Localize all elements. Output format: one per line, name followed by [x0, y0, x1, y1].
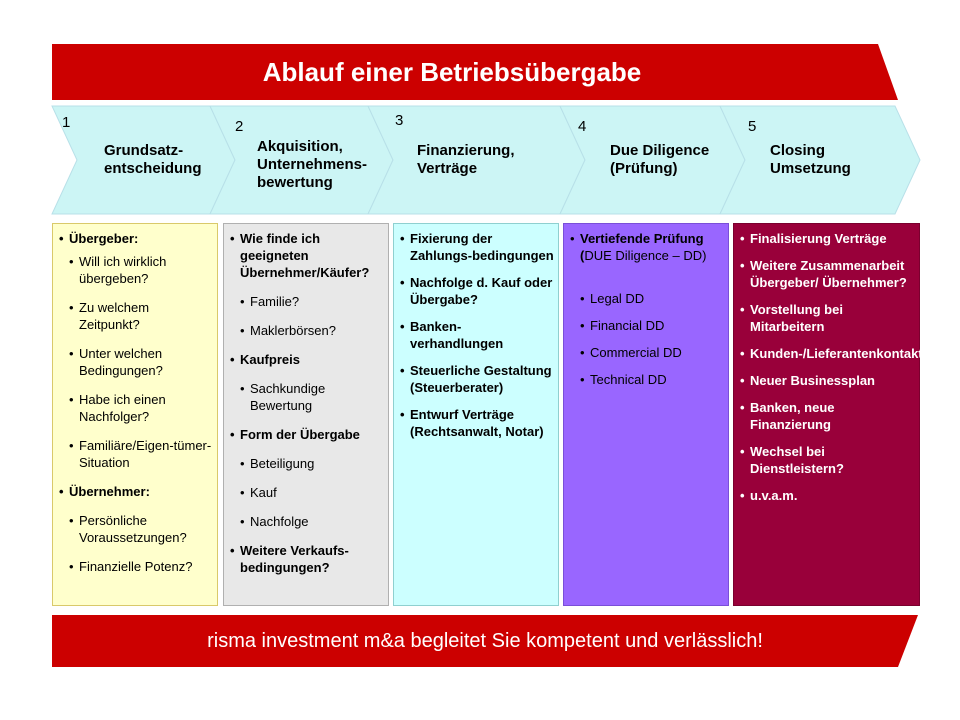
list-item: • Familie? [240, 293, 384, 310]
list-item: • Nachfolge d. Kauf oder Übergabe? [400, 274, 554, 308]
column-grundsatzentscheidung [52, 223, 218, 606]
column-due-diligence [563, 223, 729, 606]
step-label-4: Due Diligence (Prüfung) [610, 142, 710, 177]
list-item: • Technical DD [580, 371, 724, 388]
list-item: • Legal DD [580, 290, 724, 307]
list-item: • Vorstellung bei Mitarbeitern [740, 301, 915, 335]
list-item: • Kunden-/Lieferantenkontakte [740, 345, 915, 362]
list-item: • Weitere Zusammenarbeit Übergeber/ Übernehmer? [740, 257, 915, 291]
step-label-1: Grundsatz- entscheidung [104, 142, 202, 177]
list-item: • Maklerbörsen? [240, 322, 384, 339]
list-item: • Will ich wirklich übergeben? [69, 253, 213, 287]
list-item: • Neuer Businessplan [740, 372, 915, 389]
list-heading: • Übernehmer: [59, 483, 213, 500]
step-label-5: Closing Umsetzung [770, 142, 851, 177]
step-number-4: 4 [578, 118, 587, 135]
list-heading: • Übergeber: [59, 230, 213, 247]
list-item: • Commercial DD [580, 344, 724, 361]
list-item: • Persönliche Voraussetzungen? [69, 512, 213, 546]
step-number-5: 5 [748, 118, 757, 135]
list-item: • Entwurf Verträge (Rechtsanwalt, Notar) [400, 406, 554, 440]
list-item: • Wechsel bei Dienstleistern? [740, 443, 915, 477]
list-heading: • Vertiefende Prüfung (DUE Diligence – DD) [570, 230, 724, 264]
list-item: • Kauf [240, 484, 384, 501]
list-item: • Fixierung der Zahlungs-bedingungen [400, 230, 554, 264]
column-finanzierung [393, 223, 559, 606]
list-heading: • Wie finde ich geeigneten Übernehmer/Käufer? [230, 230, 384, 281]
footer-slogan: risma investment m&a begleitet Sie kompetent und verlässlich! [207, 629, 763, 652]
process-steps [0, 104, 960, 216]
list-item: • Finanzielle Potenz? [69, 558, 213, 575]
list-item: • Banken, neue Finanzierung [740, 399, 915, 433]
title-banner [52, 44, 898, 100]
step-label-2: Akquisition, Unternehmens- bewertung [257, 138, 368, 191]
step-number-1: 1 [62, 114, 71, 131]
page-title: Ablauf einer Betriebsübergabe [262, 56, 642, 87]
list-item: • Steuerliche Gestaltung (Steuerberater) [400, 362, 554, 396]
list-heading: • Form der Übergabe [230, 426, 384, 443]
list-item: • Unter welchen Bedingungen? [69, 345, 213, 379]
step-label-3: Finanzierung, Verträge [417, 142, 515, 177]
step-number-2: 2 [235, 118, 244, 135]
list-item: • Familiäre/Eigen-tümer- Situation [69, 437, 213, 471]
list-item: • Habe ich einen Nachfolger? [69, 391, 213, 425]
list-item: • Beteiligung [240, 455, 384, 472]
column-closing [733, 223, 930, 606]
column-akquisition [223, 223, 389, 606]
list-item: • u.v.a.m. [740, 487, 915, 504]
list-item: • Sachkundige Bewertung [240, 380, 384, 414]
list-item: • Banken-verhandlungen [400, 318, 554, 352]
footer-banner [52, 615, 918, 667]
list-heading: • Weitere Verkaufs-bedingungen? [230, 542, 384, 576]
list-item: • Finalisierung Verträge [740, 230, 915, 247]
list-heading: • Kaufpreis [230, 351, 384, 368]
step-number-3: 3 [395, 112, 404, 129]
list-item: • Zu welchem Zeitpunkt? [69, 299, 213, 333]
list-item: • Nachfolge [240, 513, 384, 530]
list-item: • Financial DD [580, 317, 724, 334]
